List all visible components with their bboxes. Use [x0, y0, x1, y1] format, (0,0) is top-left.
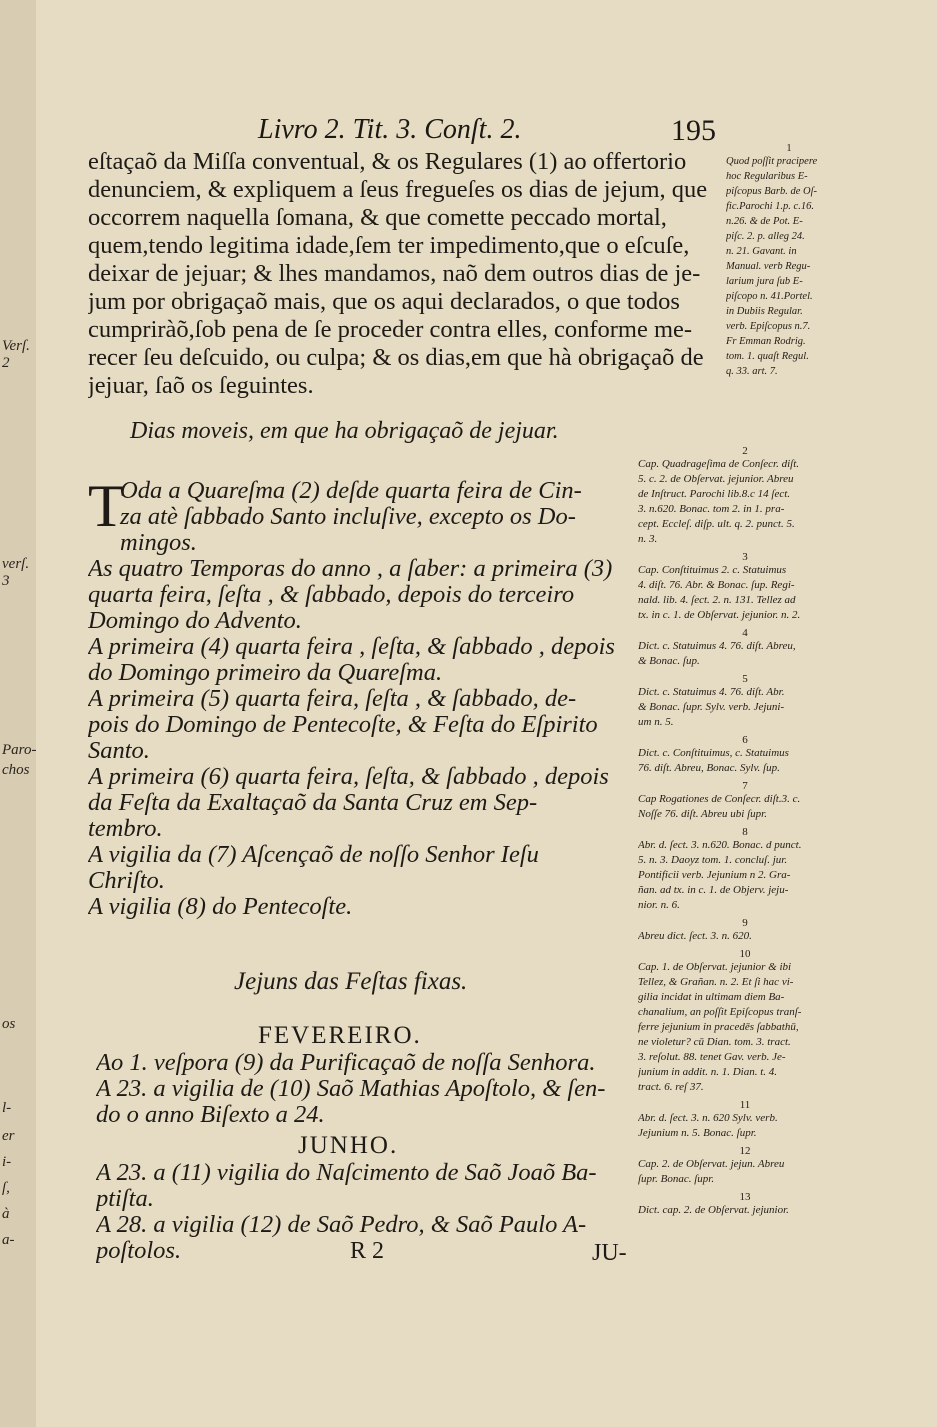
note-line: Abreu dict. ſect. 3. n. 620. [638, 930, 752, 942]
note-line: & Bonac. ſup. [638, 655, 700, 667]
marginal-note [638, 445, 852, 547]
note-number: 7 [742, 780, 748, 792]
text-line: eſtaçaõ da Miſſa conventual, & os Regulares (1) ao offertorio [88, 148, 687, 175]
list-line: As quatro Temporas do anno , a ſaber: a primeira (3) [88, 556, 613, 582]
note-number: 9 [742, 917, 748, 929]
list-line: A 23. a (11) vigilia do Naſcimento de Saõ Joaõ Ba- [96, 1160, 597, 1186]
note-number: 13 [739, 1191, 751, 1203]
list-line: ptiſta. [96, 1186, 154, 1212]
note-line: Cap. Quadrageſima de Conſecr. diſt. [638, 458, 800, 470]
note-number: 12 [739, 1145, 751, 1157]
marginal-note-1 [726, 144, 852, 379]
note-line: piſc. 2. p. alleg 24. [726, 231, 805, 242]
page-header [180, 110, 740, 150]
note-number: 8 [742, 826, 748, 838]
text-line: recer ſeu deſcuido, ou culpa; & os dias,em que hà obrigaçaõ de [88, 344, 704, 371]
text-line: jum por obrigaçaõ mais, que os aqui declarados, o que todos [88, 288, 680, 315]
note-line: ne violetur? cū Dian. tom. 3. tract. [638, 1036, 791, 1048]
text-line: quem,tendo legitima idade,ſem ter impedimento,que o eſcuſe, [88, 232, 690, 259]
list-line: A primeira (4) quarta feira , ſeſta, & ſabbado , depois [88, 634, 615, 660]
note-line: piſcopus Barb. de Oſ- [726, 186, 817, 197]
note-number: 6 [742, 734, 748, 746]
note-line: n. 3. [638, 533, 658, 545]
edge-fragment: Paro- [2, 742, 37, 758]
edge-fragment: os [2, 1016, 16, 1032]
note-line: Dict. cap. 2. de Obſervat. jejunior. [638, 1204, 789, 1216]
note-line: de Inſtruct. Parochi lib.8.c 14 ſect. [638, 488, 791, 500]
note-line: piſcopo n. 41.Portel. [726, 291, 813, 302]
note-line: Dict. c. Statuimus 4. 76. diſt. Abr. [638, 686, 785, 698]
note-line: 3. n.620. Bonac. tom 2. in 1. pra- [638, 503, 785, 515]
note-line: larium jura ſub E- [726, 276, 803, 287]
note-number: 11 [739, 1099, 751, 1111]
text-line: jejuar, ſaõ os ſeguintes. [88, 372, 314, 399]
edge-fragment: a- [2, 1232, 15, 1248]
edge-fragment: er [2, 1128, 15, 1144]
note-line: Cap Rogationes de Conſecr. diſt.3. c. [638, 793, 801, 805]
note-line: um n. 5. [638, 716, 674, 728]
note-line: junium in addit. n. 1. Dian. t. 4. [638, 1066, 778, 1078]
february-list [96, 1050, 636, 1128]
note-line: & Bonac. ſupr. Sylv. verb. Jejuni- [638, 701, 785, 713]
marginal-note [638, 826, 852, 913]
note-line: cept. Eccleſ. diſp. ult. q. 2. punct. 5. [638, 518, 795, 530]
note-line: nior. n. 6. [638, 899, 680, 911]
edge-fragment: Verſ. 2 [2, 338, 30, 371]
note-number: 1 [786, 143, 792, 154]
note-line: Noſſe 76. diſt. Abreu ubi ſupr. [638, 808, 767, 820]
text-line: occorrem naquella ſomana, & que comette peccado mortal, [88, 204, 667, 231]
edge-fragment: à [2, 1206, 10, 1222]
note-line: ſupr. Bonac. ſupr. [638, 1173, 715, 1185]
note-number: 5 [742, 673, 748, 685]
list-line: tembro. [88, 816, 163, 842]
running-head: Livro 2. Tit. 3. Conſt. 2. [258, 114, 522, 145]
edge-fragment: ſ, [2, 1180, 10, 1196]
note-line: tx. in c. 1. de Obſervat. jejunior. n. 2. [638, 609, 801, 621]
note-line: Abr. d. ſect. 3. n.620. Bonac. d punct. [638, 839, 802, 851]
list-line: A vigilia (8) do Pentecoſte. [88, 894, 353, 920]
note-line: tom. 1. quaſt Regul. [726, 351, 809, 362]
text-line: denunciem, & expliquem a ſeus fregueſes os dias de jejum, que [88, 176, 708, 203]
marginal-notes-column [638, 445, 852, 1222]
marginal-note [638, 1099, 852, 1141]
marginal-note [638, 917, 852, 944]
note-number: 3 [742, 551, 748, 563]
list-line: Santo. [88, 738, 150, 764]
list-line: quarta feira, ſeſta , & ſabbado, depois do terceiro [88, 582, 575, 608]
note-line: Cap. Conſtituimus 2. c. Statuimus [638, 564, 787, 576]
note-number: 4 [742, 627, 748, 639]
list-line: A 28. a vigilia (12) de Saõ Pedro, & Saõ Paulo A- [96, 1212, 587, 1238]
catchword: JU- [592, 1240, 627, 1266]
list-line: A 23. a vigilia de (10) Saõ Mathias Apoſtolo, & ſen- [96, 1076, 606, 1102]
month-heading: JUNHO. [298, 1132, 399, 1159]
note-line: Fr Emman Rodrig. [726, 336, 806, 347]
note-number: 10 [739, 948, 751, 960]
note-line: Manual. verb Regu- [726, 261, 811, 272]
list-line: da Feſta da Exaltaçaõ da Santa Cruz em Sep- [88, 790, 538, 816]
note-line: 5. c. 2. de Obſervat. jejunior. Abreu [638, 473, 794, 485]
edge-fragment: i- [2, 1154, 12, 1170]
marginal-note [638, 627, 852, 669]
note-line: Cap. 2. de Obſervat. jejun. Abreu [638, 1158, 785, 1170]
list-line: A vigilia da (7) Aſcençaõ de noſſo Senhor Ieſu [88, 842, 539, 868]
fixed-feasts-heading: Jejuns das Feſtas fixas. [234, 968, 468, 995]
note-line: 5. n. 3. Daoyz tom. 1. concluſ. jur. [638, 854, 788, 866]
section-heading: Dias moveis, em que ha obrigaçaõ de jejuar. [130, 418, 559, 444]
note-line: 3. reſolut. 88. tenet Gav. verb. Je- [638, 1051, 786, 1063]
note-line: nald. lib. 4. ſect. 2. n. 131. Tellez ad [638, 594, 796, 606]
note-line: in Dubiis Regular. [726, 306, 803, 317]
list-line: za atè ſabbado Santo incluſive, excepto os Do- [120, 504, 576, 530]
note-line: Quod poſſit pracipere [726, 156, 818, 167]
list-line: Chriſto. [88, 868, 165, 894]
list-line: Domingo do Advento. [88, 608, 302, 634]
note-line: ferre jejunium in pracedēs ſabbathū, [638, 1021, 799, 1033]
note-line: 76. diſt. Abreu, Bonac. Sylv. ſup. [638, 762, 780, 774]
signature-mark: R 2 [350, 1238, 385, 1264]
edge-fragment: verſ. 3 [2, 556, 30, 589]
note-line: chanalium, an poſſit Epiſcopus tranſ- [638, 1006, 802, 1018]
note-line: Cap. 1. de Obſervat. jejunior & ibi [638, 961, 792, 973]
marginal-note [638, 673, 852, 730]
note-line: fic.Parochi 1.p. c.16. [726, 201, 814, 212]
text-line: cumpriràõ,ſob pena de ſe proceder contra elles, conforme me- [88, 316, 693, 343]
note-line: ñan. ad tx. in c. 1. de Objerv. jeju- [638, 884, 789, 896]
list-line: A primeira (6) quarta feira, ſeſta, & ſabbado , depois [88, 764, 609, 790]
edge-fragment: chos [2, 762, 30, 778]
marginal-note [638, 948, 852, 1095]
binding-edge [0, 0, 38, 1427]
marginal-note [638, 734, 852, 776]
list-line: Oda a Quareſma (2) deſde quarta feira de Cin- [120, 478, 582, 504]
marginal-note [638, 1191, 852, 1218]
note-number: 2 [742, 445, 748, 457]
text-line: deixar de jejuar; & lhes mandamos, naõ dem outros dias de je- [88, 260, 701, 287]
movable-days-list [88, 473, 633, 920]
list-line: pois do Domingo de Pentecoſte, & Feſta do Eſpirito [88, 712, 598, 738]
marginal-note [638, 551, 852, 623]
marginal-note [638, 1145, 852, 1187]
list-line: poſtolos. [96, 1238, 182, 1264]
note-line: Dict. c. Conſtituimus, c. Statuimus [638, 747, 789, 759]
note-line: Dict. c. Statuimus 4. 76. diſt. Abreu, [638, 640, 796, 652]
list-line: A primeira (5) quarta feira, ſeſta , & ſabbado, de- [88, 686, 577, 712]
note-line: 4. diſt. 76. Abr. & Bonac. ſup. Regi- [638, 579, 795, 591]
note-line: q. 33. art. 7. [726, 366, 778, 377]
body-paragraph [88, 148, 728, 400]
month-heading: FEVEREIRO. [258, 1022, 422, 1049]
note-line: n. 21. Gavant. in [726, 246, 797, 257]
list-line: do Domingo primeiro da Quareſma. [88, 660, 443, 686]
page-number: 195 [671, 114, 716, 147]
note-line: verb. Epiſcopus n.7. [726, 321, 811, 332]
note-line: n.26. & de Pot. E- [726, 216, 803, 227]
note-line: tract. 6. reſ 37. [638, 1081, 704, 1093]
edge-fragment: l- [2, 1100, 12, 1116]
list-line: mingos. [120, 530, 197, 556]
note-line: Jejunium n. 5. Bonac. ſupr. [638, 1127, 757, 1139]
list-line: Ao 1. veſpora (9) da Purificaçaõ de noſſa Senhora. [96, 1050, 596, 1076]
note-line: Tellez, & Grañan. n. 2. Et ſi hac vi- [638, 976, 794, 988]
drop-capital: T [88, 473, 125, 539]
note-line: Abr. d. ſect. 3. n. 620 Sylv. verb. [638, 1112, 778, 1124]
list-line: do o anno Biſexto a 24. [96, 1102, 325, 1128]
note-line: gilia incidat in ultimam diem Ba- [638, 991, 785, 1003]
marginal-note [638, 780, 852, 822]
note-line: hoc Regularibus E- [726, 171, 808, 182]
note-line: Pontificii verb. Jejunium n 2. Gra- [638, 869, 791, 881]
